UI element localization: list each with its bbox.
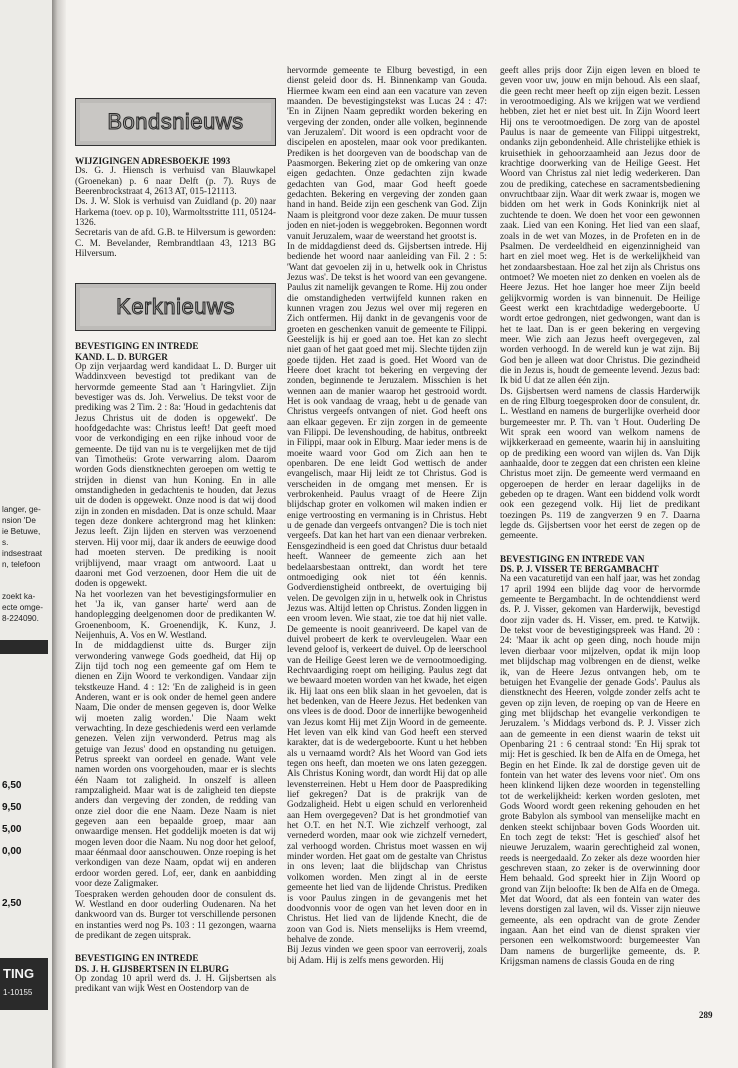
kerknieuws-banner	[75, 283, 276, 331]
article-heading: DS. P. J. VISSER TE BERGAMBACHT	[500, 564, 659, 575]
article-heading: DS. J. H. GIJSBERTSEN IN ELBURG	[75, 963, 229, 974]
article-paragraph: geeft alles prijs door Zijn eigen leven en bloed te geven voor uw, jouw en mijn behoud. Als een slaaf, die geen recht meer heeft op zijn eigen bezit. Lessen in verootmoediging. Als we krijgen wat we verdiend hebben, ziet het er niet best uit. In Zijn Woord leert Hij ons te verootmoedigen. De zorg van de apostel Paulus is naar de gemeente van Filippi uitgestrekt, ondanks zijn gebondenheid. Alle christelijke ethiek is kruisethiek in gehoorzaamheid aan Jezus door de krachtige doorwerking van de Heilige Geest. Het Woord van Christus zal niet ledig wederkeren. Dan zou de prediking, catechese en sacramentsbediening onvruchtbaar zijn. Waar dit werk zwaar is, mogen we bidden om het werk in Gods Koninkrijk niet al zuchtende te doen. We doen het voor een gewonnen zaak. Lied van een Koning. Het lied van een slaaf, zoals in de wet van Mozes, in de Profeten en in de Psalmen. De verdeeldheid en eigenzinnigheid van hart en ziel moet weg. Het is de werkelijkheid van het zondaarsbestaan. Hoe zal het zijn als Christus ons ontmoet? We moeten niet zo denken en voelen als de Heere Jezus. Het hoe langer hoe meer Zijn beeld gelijkvormig worden is van binnenuit. De Heilige Geest werkt een krachtdadige wedergeboorte. U wordt ertoe gedrongen, niet gedwongen, want dan is het te laat. Dan is er geen bekering en vergeving meer. Wie zich aan Jezus heeft overgegeven, zal worden verhoogd. In de wereld kun je wat zijn. Bij God ben je alleen wat door Christus. Die gezindheid die in Jezus is, houdt de gemeente levend. Jezus bad: Ik bid U dat ze allen één zijn.	[500, 66, 700, 387]
left-strip-line: ecte omge-	[2, 603, 43, 612]
page-gutter	[52, 0, 66, 1068]
bondsnieuws-heading: WIJZIGINGEN ADRESBOEKJE 1993	[75, 156, 231, 166]
left-strip-line: nsion 'De	[2, 516, 36, 525]
price: 6,50	[2, 780, 22, 791]
left-strip-line: n, telefoon	[2, 560, 41, 569]
left-strip-line: langer, ge-	[2, 505, 41, 514]
article-heading: KAND. L. D. BURGER	[75, 351, 168, 362]
column-2	[287, 66, 487, 966]
bondsnieuws-paragraph: Ds. J. W. Slok is verhuisd van Zuidland (p. 20) naar Harkema (toev. op p. 10), Warmoltsstritte 111, 05124-1326.	[75, 197, 276, 229]
article-paragraph: Bij Jezus vinden we geen spoor van eerroverij, zoals bij Adam. Hij is zelfs mens geworden. Hij	[287, 945, 487, 966]
article-heading: BEVESTIGING EN INTREDE	[75, 341, 199, 352]
article-paragraph: Op zijn verjaardag werd kandidaat L. D. Burger uit Waddinxveen bevestigd tot predikant van de hervormde gemeente Stad aan 't Haringvliet. Zijn bevestiger was ds. Joh. Verwelius. De tekst voor de prediking was 2 Tim. 2 : 8a: 'Houd in gedachtenis dat Jezus Christus uit de doden is opgewekt'. De hoofdgedachte was: Christus leeft! Dat geeft moed voor de verkondiging en een rijke inhoud voor de gemeente. De tijd van nu is te vergelijken met de tijd van Timotheüs: Grote verwarring alom. Daarom worden Gods dienstknechten geroepen om wettig te strijden in dienst van hun Koning. En in alle omstandigheden in gedachtenis te houden, dat Jezus uit de doden is opgewekt. Onze nood is dat wij dood zijn in zonden en misdaden. Dat is onze schuld. Maar tegen deze donkere achtergrond mag het klinken: Jezus leeft. Zijn lijden en sterven was verzoenend sterven. Hij voor mij, daar ik anders de eeuwige dood had moeten sterven. De prediking is nooit vrijblijvend, maar vraagt om antwoord. Laat u daaroni met God verzoenen, door Hem die uit de doden is opgewekt.	[75, 361, 276, 590]
article-paragraph: Ds. Gijsbertsen werd namens de classis Harderwijk en de ring Elburg toegesproken door de consulent, dr. L. Westland en namens de burgerlijke overheid door burgemeester mr. P. Th. van 't Hout. Ouderling De Wit sprak een woord van welkom namens de wijkkerkeraad en gemeente, waarin hij in aansluiting op de prediking een woord van wijlen ds. Van Dijk aanhaalde, door te zeggen dat een christen een kleine Christus moet zijn. De gemeente werd vermaand en opgeroepen de herder en leraar dagelijks in de gebeden op te dragen. Want een biddend volk wordt ook een gezegend volk. Hij liet de predikant toezingen Ps. 119 de zangverzen 9 en 7. Daarna legde ds. Gijsbertsen voor het eerst de zegen op de gemeente.	[500, 386, 700, 542]
bondsnieuws-paragraph: Ds. G. J. Hiensch is verhuisd van Blauwkapel (Groenekan) p. 6 naar Delft (p. 7). Ruys de Beerenbrockstraat 4, 2613 AT, 015-121113.	[75, 166, 276, 197]
article-paragraph: Na een vacaturetijd van een half jaar, was het zondag 17 april 1994 een blijde dag voor de hervormde gemeente te Bergambacht. In de ochtenddienst werd ds. P. J. Visser, gekomen van Harderwijk, bevestigd door zijn vader ds. H. Visser, em. pred. te Katwijk. De tekst voor de bevestigingspreek was Hand. 20 : 24: 'Maar ik acht op geen ding, noch houde mijn leven dierbaar voor mijzelven, opdat ik mijn loop met blijdschap mag volbrengen en de dienst, welke ik, van de Heere Jezus ontvangen heb, om te betuigen het Evangelie der genade Gods'. Paulus als dienstknecht des Heeren, volgde zonder zelfs acht te geven op zijn leven, de roeping op van de Heere en ging met blijdschap het evangelie verkondigen te Jeruzalem. 's Middags verbond ds. P. J. Visser zich aan de gemeente in een dienst waarin de tekst uit Openbaring 21 : 6 centraal stond: 'En Hij sprak tot mij: Het is geschied. Ik ben de Alfa en de Omega, het Begin en het Einde. Ik zal de dorstige geven uit de fontein van het water des levens voor niet'. Om ons heen klinkend lijken deze woorden in tegenstelling tot de werkelijkheid: kerken worden gesloten, met Gods Woord wordt geen rekening gehouden en het grote Babylon als symbool van menselijke macht en denken steekt schijnbaar boven Gods Woorden uit. En toch zegt de tekst: 'Het is geschied' alsof het nieuwe Jeruzalem, waarin gerechtigheid zal wonen, reeds is neergedaald. Zo zeker als deze woorden hier geschreven staan, zo zeker is de overwinning door Hem behaald. God spreekt hier in Zijn Woord op grond van Zijn beloofte: Ik ben de Alfa en de Omega. Met dat Woord, dat als een fontein van water des levens dorstigen zal laven, wil ds. Visser zijn nieuwe gemeente, als een opdracht van de grote Zender ingaan. Aan het eind van de dienst spraken vier personen een welkomstwoord: burgemeester Van Dam namens de burgerlijke gemeente, ds. P. Krijgsman namens de classis Gouda en de ring	[500, 574, 700, 968]
bondsnieuws-title: Bondsnieuws	[107, 108, 244, 134]
left-strip-line: indsestraat	[2, 549, 43, 558]
left-strip-line: zoekt ka-	[2, 592, 36, 601]
article-paragraph: Toespraken werden gehouden door de consulent ds. W. Westland en door ouderling Oudenaren. Na het dankwoord van ds. Burger tot verschillende personen en instanties werd nog Ps. 103 : 11 gezongen, waarna de predikant de zegen uitsprak.	[75, 889, 276, 941]
bondsnieuws-banner	[75, 98, 276, 146]
left-strip-line: s.	[2, 538, 9, 547]
price: 0,00	[2, 846, 22, 857]
page-number: 289	[699, 1010, 713, 1020]
left-strip-phone: 1-10155	[3, 988, 33, 997]
article-paragraph: Op zondag 10 april werd ds. J. H. Gijsbertsen als predikant van wijk West en Oostendorp van de	[75, 973, 276, 995]
dark-bar	[0, 640, 48, 654]
price: 9,50	[2, 802, 22, 813]
left-strip-line: 8-224090.	[2, 614, 39, 623]
article-paragraph: In de middagdienst uitte ds. Burger zijn verwondering vanwege Gods goedheid, dat Hij op Zijn tijd toch nog een gemeente gaf om Hem te dienen en Zijn Woord te verkondigen. Vandaar zijn tekstkeuze Hand. 4 : 12: 'En de zaligheid is in geen Anderen, want er is ook onder de hemel geen andere Naam, Die onder de mensen gegeven is, door Welke wij moeten zalig worden.' Die Naam wekt verwachting. In deze geschiedenis werd een verlamde genezen. Velen zijn verwonderd. Petrus mag als getuige van Jezus' dood en opstanding nu getuigen. Petrus spreekt van oordeel en genade. Want vele namen worden ons voorgehouden, maar er is slechts één Naam tot zaligheid. In onszelf is alleen rampzaligheid. Maar wat is de zaligheid ten diepste anders dan vergeving der zonden, de redding van onze ziel door die ene Naam. Deze Naam is niet gegeven aan een bepaalde groep, maar aan onwaardige mensen. Het goddelijk moeten is dat wij mogen leven door die Naam. Nu nog door het geloof, maar éénmaal door aanschouwen. Onze roeping is het verkondigen van deze Naam, opdat wij en anderen erdoor worden gered. Lof, eer, dank en aanbidding voor deze Zaligmaker.	[75, 641, 276, 890]
kerknieuws-title: Kerknieuws	[116, 294, 235, 320]
bondsnieuws-paragraph: Secretaris van de afd. G.B. te Hilversum is geworden: C. M. Bevelander, Rembrandtlaan 43, 1213 BG Hilversum.	[75, 228, 276, 260]
article-heading: BEVESTIGING EN INTREDE VAN	[500, 553, 645, 564]
left-strip-title: TING	[3, 966, 35, 981]
price: 5,00	[2, 824, 22, 835]
adjacent-page-edge	[0, 0, 52, 1068]
article-paragraph: hervormde gemeente te Elburg bevestigd, in een dienst geleid door ds. H. Binnenkamp van Gouda. Hiermee kwam een eind aan een vacature van zeven maanden. De bevestigingstekst was Lucas 24 : 47: 'En in Zijnen Naam gepredikt worden bekering en vergeving der zonden, onder alle volken, beginnende van Jeruzalem'. Dit woord is een opdracht voor de discipelen en apostelen, maar ook voor predikanten. Prediken is het doorgeven van de boodschap van de Paasmorgen. Bekering ziet op de omkering van onze eigen gedachten. Onze gedachten zijn kwade gedachten van God, maar God heeft goede gedachten. Bekering en vergeving der zonden gaan hand in hand. Beide zijn een geschenk van God. Zijn Naam is pleitgrond voor deze zaken. De muur tussen joden en niet-joden is weggebroken. Begonnen wordt vanuit Jeruzalem, waar de weerstand het grootst is.	[287, 66, 487, 242]
column-3	[500, 66, 700, 967]
column-1	[75, 98, 276, 995]
article-heading: BEVESTIGING EN INTREDE	[75, 953, 199, 964]
price: 2,50	[2, 898, 22, 909]
left-strip-line: ie Betuwe,	[2, 527, 41, 536]
article-paragraph: In de middagdienst deed ds. Gijsbertsen intrede. Hij bediende het woord naar aanleiding van Fil. 2 : 5: 'Want dat gevoelen zij in u, hetwelk ook in Christus Jezus was'. De tekst is het woord van een gevangene. Paulus zit namelijk gevangen te Rome. Hij zou onder die omstandigheden vertwijfeld kunnen raken en kunnen vragen zou Jezus wel over mij regeren en Zich ontfermen. Hij dankt in de gevangenis voor de groeten en geschenken vanuit de gemeente te Filippi. Geestelijk is hij er goed aan toe. Het kan zo slecht niet gaan of het gaat goed met mij. Slechte tijden zijn goede tijden. Het zaad is goed. Het Woord van de Heere doet kracht tot bekering en vergeving der zonden, beginnende te Jeruzalem. Misschien is het wennen aan de manier waarop het gestrooid wordt. Het is ook vandaag de vraag, hebt u de genade van Christus vergeefs ontvangen of niet. God heeft ons aan elkaar gegeven. Er zijn zorgen in de gemeente van Filippi. De levenshouding, de habitus, ontbreekt in Filippi, maar ook in Elburg. Maar ieder mens is de moeite waard voor God om Zich aan hen te openbaren. De ene leidt God wettisch de ander evangelisch, maar Hij leidt ze tot Christus. God is verscheiden in de omgang met mensen. Er is verbrokenheid. Paulus vraagt of de Heere Zijn blijdschap groter en volkomen wil maken indien er enige vertroosting en vermaning is in Christus. Hebt u de genade dan vergeefs ontvangen? Die is toch niet vergeefs. Dat kan het hart van een dienaar verbreken. Eensgezindheid is een goed dat Christus duur betaald heeft. Wanneer de gemeente zich aan het bedelaarsbestaan onttrekt, dan wordt het tere ontmoediging ook niet tot één kennis. Godverdienstigheid ontbreekt, de overtuiging bij velen. De gevolgen zijn in u, hetwelk ook in Christus Jezus was. Altijd letten op Christus. Zonden liggen in een vroom leven. Wie staat, zie toe dat hij niet valle. De gemeente is nooit geanriveerd. De kapel van de duivel probeert de kerk te overvleugelen. Waar een levend geloof is, verkeert de duivel. Op de leerschool van de Heilige Geest leren we de vernootmoediging. Rechtvaardiging roept om heiliging. Paulus zegt dat we bewaard moeten worden van het kwade, het eigen ik. Hij laat ons een blik slaan in het gevoelen, dat is het bedenken, van de Heere Jezus. Het bedenken van ons vlees is de dood. Door de innerlijke bewogenheid van Jezus komt Hij met Zijn Woord in de gemeente. Het leven van elk kind van God heeft een sterved karakter, dat is de wedergeboorte. Kunt u het hebben als u vernaamd wordt? Als het Woord van God iets tegen ons heeft, dan moeten we ons laten gezeggen. Als Christus Koning wordt, dan wordt Hij dat op alle levensterreinen. Hebt u Hem door de Paasprediking lief gekregen? Dat is de prakrijk van de Godzaligheid. Hebt u eigen schuld en verlorenheid aan Hem overgegeven? Dat is het grondmotief van het O.T. en het N.T. Wie zichzelf verhoogt, zal vernederd worden, maar ook wie zichzelf vernedert, zal verhoogd worden. Christus moet wassen en wij minder worden. Het gaat om de gestalte van Christus in ons leven; laat die blijdschap van Christus volkomen worden. Men zingt al in de eerste gemeente het lied van de lijdende Christus. Prediken is voor Paulus zingen in de gevangenis met het doodvonnis voor de ogen van het leven door en in Christus. Het lied van de lijdende Knecht, die de zoon van God is. Niets menselijks is Hem vreemd, behalve de zonde.	[287, 241, 487, 945]
article-paragraph: Na het voorlezen van het bevestigingsformulier en het 'Ja ik, van ganser harte' werd aan de handoplegging deelgenomen door de predikanten W. Groenenboom, K. Groenendijk, K. Kunz, J. Neijenhuis, A. Vos en W. Westland.	[75, 589, 276, 641]
